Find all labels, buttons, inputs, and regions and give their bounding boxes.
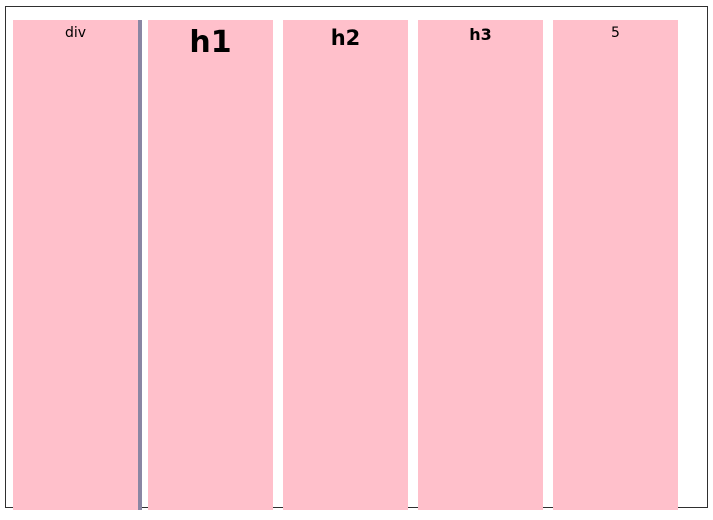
column-5 (553, 20, 678, 510)
column-label: h2 (330, 26, 361, 50)
column-label: 5 (611, 25, 620, 41)
column-div (13, 20, 138, 510)
column-label: div (64, 25, 87, 41)
column-h1 (148, 20, 273, 510)
column-h3 (418, 20, 543, 510)
frame-container (5, 6, 708, 508)
column-h2 (283, 20, 408, 510)
column-label: h1 (189, 25, 232, 60)
column-label: h3 (469, 25, 492, 44)
